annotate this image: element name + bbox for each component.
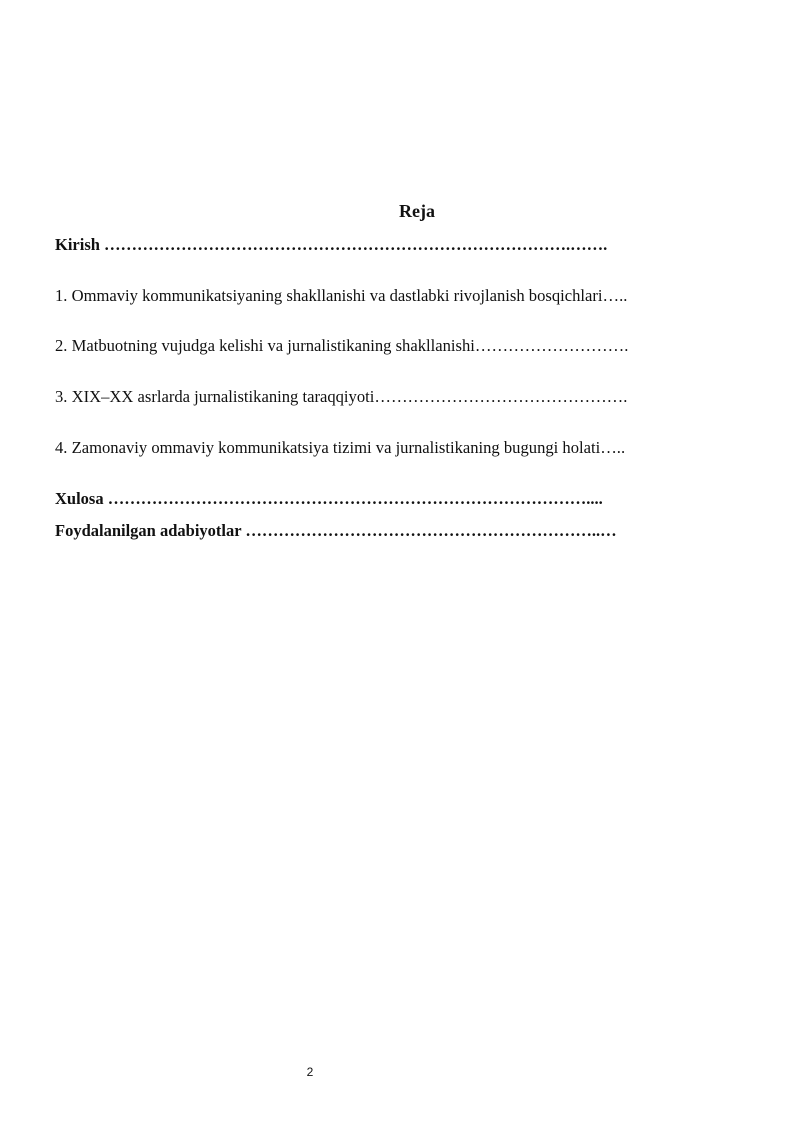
page-number: 2 xyxy=(306,1065,314,1079)
toc-item-xulosa: Xulosa …………………………………………………………………………….... xyxy=(55,489,603,508)
toc-item-foydalanilgan-adabiyotlar: Foydalanilgan adabiyotlar ………………………………………………………..… xyxy=(55,521,617,540)
toc-item-3: 3. XIX–XX asrlarda jurnalistikaning taraqqiyoti………………………………………. xyxy=(55,387,628,406)
toc-item-kirish: Kirish ………………………………………………………………………….……. xyxy=(55,235,608,254)
toc-item-1: 1. Ommaviy kommunikatsiyaning shakllanishi va dastlabki rivojlanish bosqichlari….. xyxy=(55,286,628,305)
toc-item-4: 4. Zamonaviy ommaviy kommunikatsiya tizimi va jurnalistikaning bugungi holati….. xyxy=(55,438,626,457)
toc-item-2: 2. Matbuotning vujudga kelishi va jurnalistikaning shakllanishi………………………. xyxy=(55,336,629,355)
page-title: Reja xyxy=(399,201,435,221)
